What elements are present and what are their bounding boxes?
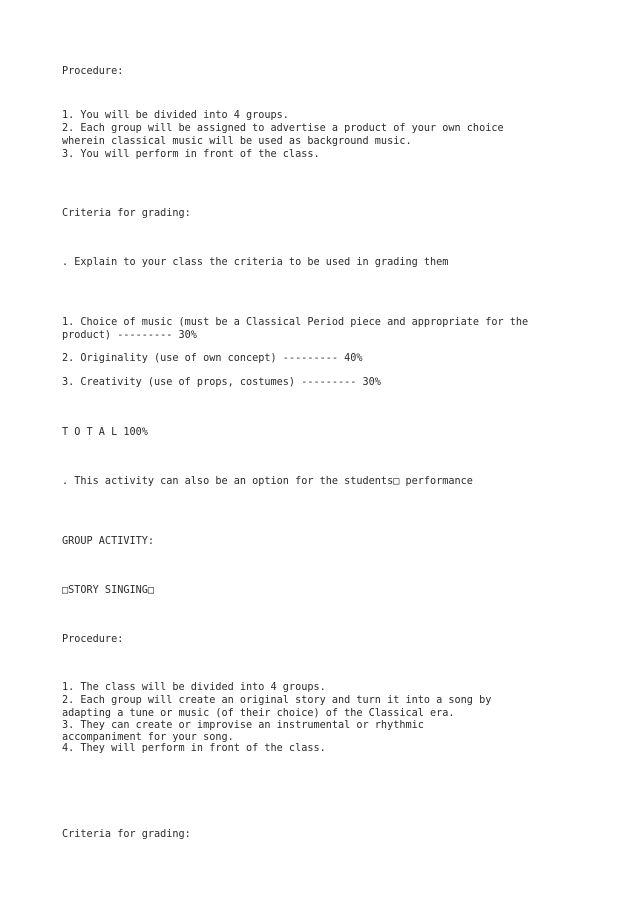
criteria-total: T O T A L 100% <box>62 427 148 438</box>
criteria-item: 2. Originality (use of own concept) --------- 40% <box>62 353 363 364</box>
procedure-step: 2. Each group will be assigned to advertise a product of your own choice <box>62 123 504 134</box>
criteria-heading: Criteria for grading: <box>62 829 191 840</box>
procedure-step: 3. You will perform in front of the class. <box>62 149 320 160</box>
criteria-item: product) --------- 30% <box>62 330 197 341</box>
procedure-step: 1. The class will be divided into 4 groups. <box>62 682 326 693</box>
criteria-item: 3. Creativity (use of props, costumes) --------- 30% <box>62 377 381 388</box>
procedure-step: wherein classical music will be used as background music. <box>62 136 412 147</box>
procedure-step: 1. You will be divided into 4 groups. <box>62 110 289 121</box>
procedure-step: 2. Each group will create an original story and turn it into a song by <box>62 695 492 706</box>
procedure-step: adapting a tune or music (of their choice) of the Classical era. <box>62 708 455 719</box>
procedure-step: 4. They will perform in front of the class. <box>62 743 326 754</box>
procedure-heading: Procedure: <box>62 634 124 645</box>
criteria-item: 1. Choice of music (must be a Classical Period piece and appropriate for the <box>62 317 529 328</box>
criteria-heading: Criteria for grading: <box>62 208 191 219</box>
criteria-instruction: . Explain to your class the criteria to be used in grading them <box>62 257 449 268</box>
procedure-step: 3. They can create or improvise an instrumental or rhythmic <box>62 720 424 731</box>
procedure-step: accompaniment for your song. <box>62 732 234 743</box>
activity-title: □STORY SINGING□ <box>62 585 155 596</box>
group-activity-heading: GROUP ACTIVITY: <box>62 536 155 547</box>
procedure-heading: Procedure: <box>62 66 124 77</box>
activity-note: . This activity can also be an option for the students□ performance <box>62 476 473 487</box>
